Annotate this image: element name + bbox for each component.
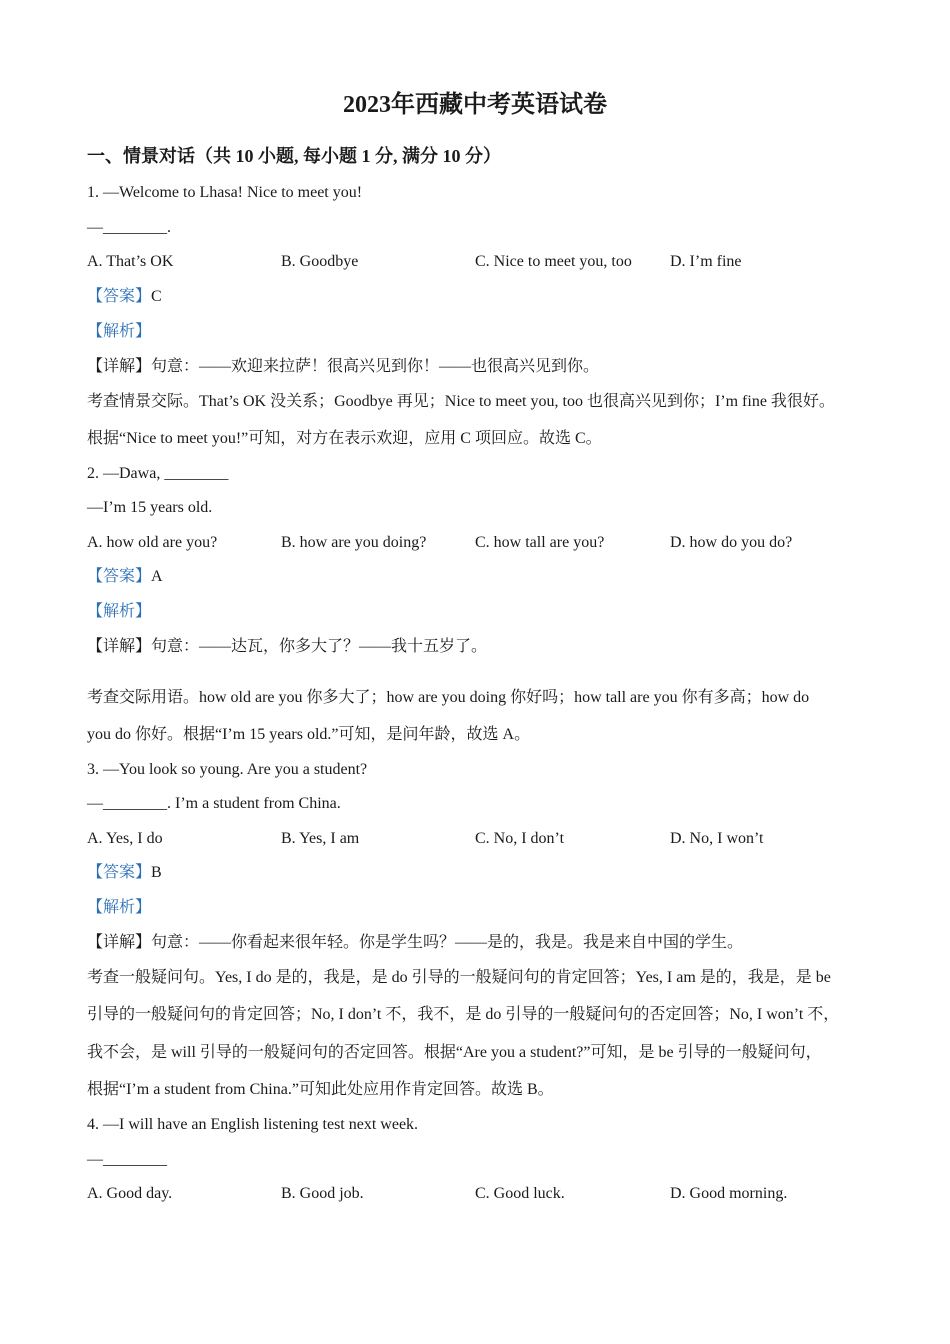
q4-option-c: C. Good luck. bbox=[475, 1185, 565, 1202]
q3-stem: 3. —You look so young. Are you a student? bbox=[87, 761, 368, 778]
q1-explanation-2: 根据“Nice to meet you!”可知，对方在表示欢迎，应用 C 项回应。故选 C。 bbox=[87, 430, 602, 447]
q1-blank: —________. bbox=[87, 219, 171, 236]
q3-option-d: D. No, I won’t bbox=[670, 830, 764, 847]
q1-detail: 【详解】句意：——欢迎来拉萨！很高兴见到你！——也很高兴见到你。 bbox=[87, 358, 600, 375]
q4-option-b: B. Good job. bbox=[281, 1185, 364, 1202]
section-heading: 一、情景对话（共 10 小题, 每小题 1 分, 满分 10 分） bbox=[87, 146, 501, 166]
q2-detail: 【详解】句意：——达瓦，你多大了？——我十五岁了。 bbox=[87, 638, 488, 655]
q4-stem: 4. —I will have an English listening test next week. bbox=[87, 1116, 419, 1133]
q3-answer bbox=[87, 862, 162, 884]
q2-line-2: —I’m 15 years old. bbox=[87, 499, 213, 516]
q1-analysis-label: 【解析】 bbox=[87, 323, 152, 340]
answer-value: C bbox=[151, 288, 162, 305]
q2-explanation-2: you do 你好。根据“I’m 15 years old.”可知，是问年龄，故选 A。 bbox=[87, 726, 531, 743]
q3-option-b: B. Yes, I am bbox=[281, 830, 360, 847]
q1-option-b: B. Goodbye bbox=[281, 253, 359, 270]
answer-value: B bbox=[151, 864, 162, 881]
answer-label: 【答案】 bbox=[87, 568, 152, 585]
q4-option-a: A. Good day. bbox=[87, 1185, 173, 1202]
q2-analysis-label: 【解析】 bbox=[87, 603, 152, 620]
answer-value: A bbox=[151, 568, 163, 585]
q2-option-b: B. how are you doing? bbox=[281, 534, 427, 551]
q2-answer bbox=[87, 566, 163, 588]
q2-option-d: D. how do you do? bbox=[670, 534, 793, 551]
q2-option-a: A. how old are you? bbox=[87, 534, 218, 551]
q3-explanation-4: 根据“I’m a student from China.”可知此处应用作肯定回答。故选 B。 bbox=[87, 1081, 554, 1098]
q3-analysis-label: 【解析】 bbox=[87, 899, 152, 916]
q3-detail: 【详解】句意：——你看起来很年轻。你是学生吗？——是的，我是。我是来自中国的学生。 bbox=[87, 934, 744, 951]
q1-option-a: A. That’s OK bbox=[87, 253, 174, 270]
q1-option-d: D. I’m fine bbox=[670, 253, 742, 270]
q3-explanation-2: 引导的一般疑问句的肯定回答；No, I don’t 不，我不，是 do 引导的一般疑问句的否定回答；No, I won’t 不， bbox=[87, 1006, 840, 1023]
q2-stem: 2. —Dawa, ________ bbox=[87, 465, 229, 482]
q2-explanation-1: 考查交际用语。how old are you 你多大了；how are you doing 你好吗；how tall are you 你有多高；how do bbox=[87, 689, 810, 706]
q1-answer bbox=[87, 286, 162, 308]
q2-option-c: C. how tall are you? bbox=[475, 534, 605, 551]
q4-option-d: D. Good morning. bbox=[670, 1185, 788, 1202]
answer-label: 【答案】 bbox=[87, 288, 152, 305]
q1-explanation-1: 考查情景交际。That’s OK 没关系；Goodbye 再见；Nice to meet you, too 也很高兴见到你；I’m fine 我很好。 bbox=[87, 393, 835, 410]
q3-explanation-1: 考查一般疑问句。Yes, I do 是的，我是，是 do 引导的一般疑问句的肯定回答；Yes, I am 是的，我是，是 be bbox=[87, 969, 831, 986]
answer-label: 【答案】 bbox=[87, 864, 152, 881]
q3-option-c: C. No, I don’t bbox=[475, 830, 565, 847]
q1-stem: 1. —Welcome to Lhasa! Nice to meet you! bbox=[87, 184, 363, 201]
q3-option-a: A. Yes, I do bbox=[87, 830, 163, 847]
q4-blank: —________ bbox=[87, 1151, 167, 1168]
q3-line-2: —________. I’m a student from China. bbox=[87, 795, 341, 812]
q3-explanation-3: 我不会，是 will 引导的一般疑问句的否定回答。根据“Are you a student?”可知，是 be 引导的一般疑问句， bbox=[87, 1044, 822, 1061]
q1-option-c: C. Nice to meet you, too bbox=[475, 253, 632, 270]
page-title: 2023年西藏中考英语试卷 bbox=[343, 92, 607, 118]
